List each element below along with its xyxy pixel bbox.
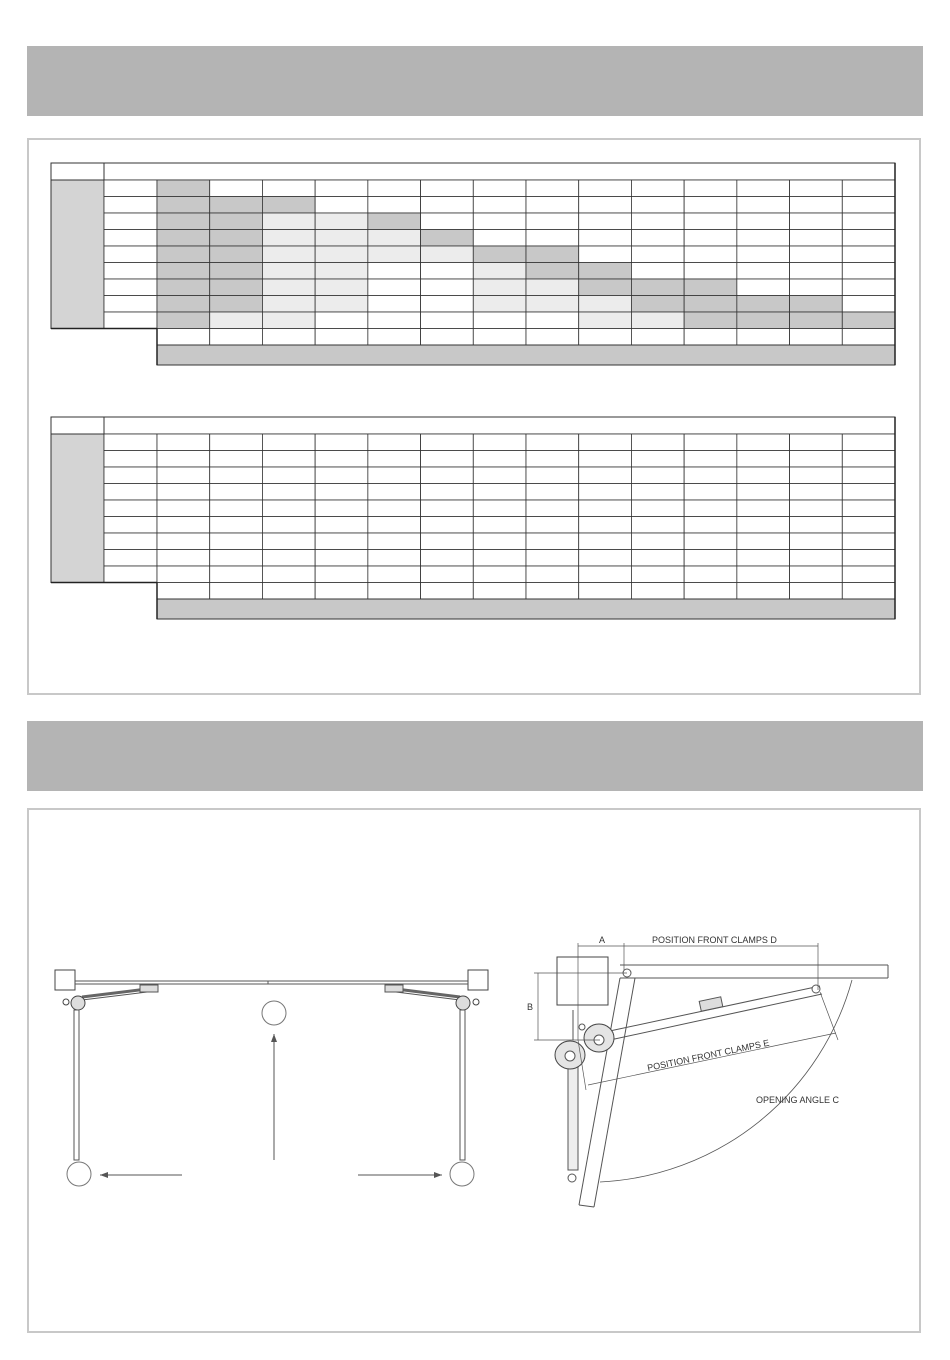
opening-angle-arc [600, 980, 852, 1182]
arrow-up-head [271, 1034, 277, 1042]
arrow-left-head [100, 1172, 108, 1178]
open-gate-left [579, 978, 620, 1205]
callout-circle-left [67, 1162, 91, 1186]
right-actuator [385, 985, 479, 1010]
right-pillar [468, 970, 488, 990]
label-front-clamps-e: POSITION FRONT CLAMPS E [646, 1037, 771, 1073]
left-pillar [55, 970, 75, 990]
left-actuator [63, 985, 158, 1010]
right-gate-leaf [460, 1010, 465, 1160]
callout-circle-center [262, 1001, 286, 1025]
pillar [557, 957, 608, 1005]
label-opening-angle: OPENING ANGLE C [756, 1095, 840, 1105]
label-b: B [527, 1002, 534, 1012]
open-gate-right [594, 978, 635, 1207]
open-gate-end [579, 1205, 594, 1207]
left-gate-leaf [74, 1010, 79, 1160]
dim-e-ext [820, 992, 838, 1040]
callout-circle-right [450, 1162, 474, 1186]
label-a: A [599, 935, 606, 945]
actuator-closed [579, 985, 822, 1052]
actuator-open [555, 1010, 585, 1182]
gate-detail-view [534, 943, 888, 1207]
gate-plan-view [55, 970, 488, 1186]
arrow-right-head [434, 1172, 442, 1178]
label-front-clamps-d: POSITION FRONT CLAMPS D [652, 935, 777, 945]
